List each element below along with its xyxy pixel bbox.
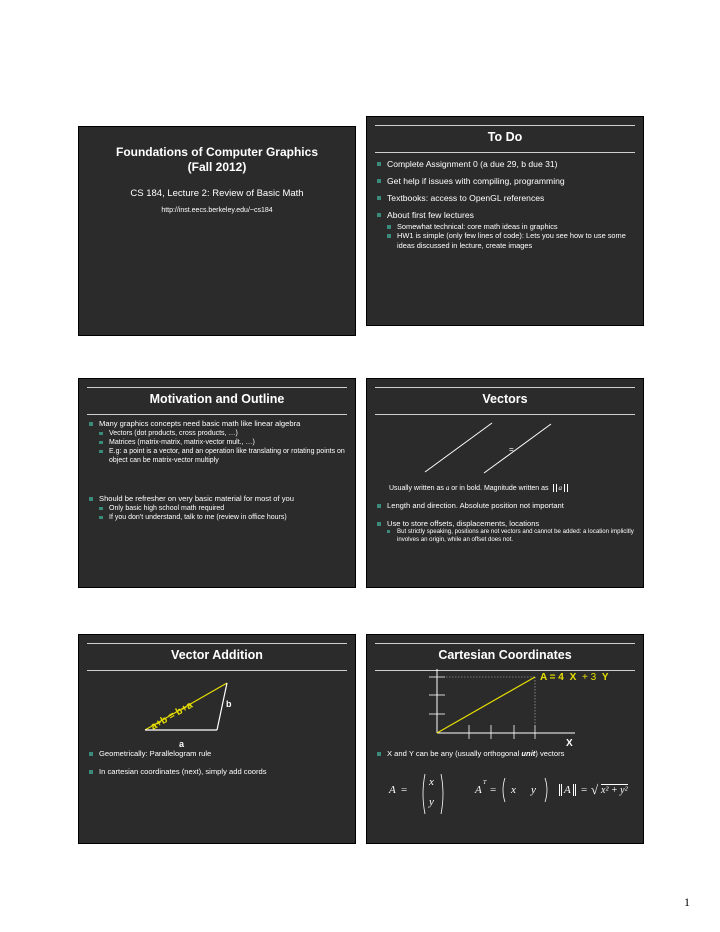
equation-AT: A T = x y xyxy=(475,772,555,816)
slide-title: Vector Addition xyxy=(171,648,263,662)
bullet-list xyxy=(377,749,635,765)
sub-bullet-item: But strictly speaking, positions are not vectors and cannot be added: a location implicitly involves an origin, while an offset does not. xyxy=(377,528,635,543)
slide-header xyxy=(375,125,635,153)
magnitude-notation: a xyxy=(553,484,569,492)
bullet-item: Use to store offsets, displacements, locations xyxy=(377,519,635,529)
bullet-list xyxy=(89,494,347,522)
slide-cartesian xyxy=(366,634,644,844)
vector-A xyxy=(437,677,535,733)
slide-vectors xyxy=(366,378,644,588)
bullet-item: In cartesian coordinates (next), simply add coords xyxy=(89,767,347,777)
vector-line xyxy=(425,423,492,472)
slide-title xyxy=(78,126,356,336)
vector-addition-diagram xyxy=(79,673,356,753)
slide-header xyxy=(375,643,635,671)
vectors-diagram xyxy=(367,419,644,479)
bullet-list xyxy=(377,159,635,250)
bullet-item: Length and direction. Absolute position not important xyxy=(377,501,635,511)
bullet-item: X and Y can be any (usually orthogonal unit) vectors xyxy=(377,749,635,759)
slide-vector-addition xyxy=(78,634,356,844)
bullet-list xyxy=(89,749,347,782)
bullet-item: Should be refresher on very basic material for most of you xyxy=(89,494,347,504)
sub-bullet-item: Vectors (dot products, cross products, …) xyxy=(89,429,347,438)
sub-bullet-item: Only basic high school math required xyxy=(89,504,347,513)
sub-bullet-item: HW1 is simple (only few lines of code): Lets you see how to use some ideas discussed in lecture, create images xyxy=(377,231,635,250)
slide-motivation xyxy=(78,378,356,588)
bullet-item: Many graphics concepts need basic math like linear algebra xyxy=(89,419,347,429)
page-number: 1 xyxy=(684,895,690,909)
sub-bullet-item: Matrices (matrix-matrix, matrix-vector mult., …) xyxy=(89,438,347,447)
course-url: http://inst.eecs.berkeley.edu/~cs184 xyxy=(161,207,273,214)
bullet-item: Geometrically: Parallelogram rule xyxy=(89,749,347,759)
sum-label: a+b = b+a xyxy=(149,699,195,733)
equation-norm: A = √ x² + y² xyxy=(559,772,643,816)
sub-bullet-item: E.g: a point is a vector, and an operation like translating or rotating points on object can be matrix-vector multiply xyxy=(89,447,347,465)
bullet-item: Complete Assignment 0 (a due 29, b due 31) xyxy=(377,159,635,170)
equals-sign: = xyxy=(509,445,514,454)
sub-bullet-item: If you don’t understand, talk to me (review in office hours) xyxy=(89,513,347,522)
sub-bullet-item: Somewhat technical: core math ideas in graphics xyxy=(377,222,635,231)
cartesian-diagram xyxy=(367,669,644,749)
bullet-item: Textbooks: access to OpenGL references xyxy=(377,193,635,204)
bullet-list xyxy=(89,419,347,465)
equation-A: A = x y xyxy=(389,772,449,816)
x-axis-label: X xyxy=(566,738,573,749)
lecture-title-line2: (Fall 2012) xyxy=(187,160,247,174)
slide-header xyxy=(87,387,347,415)
slide-title: Vectors xyxy=(482,392,528,406)
label-a: a xyxy=(179,739,185,749)
vector-notation-caption: Usually written as a or in bold. Magnitude written as a xyxy=(389,484,568,492)
bullet-list xyxy=(377,501,635,543)
bullet-item: Get help if issues with compiling, programming xyxy=(377,176,635,187)
slide-title: Motivation and Outline xyxy=(149,392,285,406)
slide-header xyxy=(375,387,635,415)
bullet-item: About first few lectures xyxy=(377,210,635,221)
vector-line xyxy=(484,424,551,473)
slide-title: Cartesian Coordinates xyxy=(438,648,572,662)
slide-header xyxy=(87,643,347,671)
slide-todo xyxy=(366,116,644,326)
label-b: b xyxy=(226,699,232,709)
lecture-title-line1: Foundations of Computer Graphics xyxy=(115,145,318,159)
slide-title: To Do xyxy=(487,130,523,144)
vector-label: A = 4 X + 3 Y xyxy=(540,672,609,683)
lecture-subtitle: CS 184, Lecture 2: Review of Basic Math xyxy=(130,188,304,199)
